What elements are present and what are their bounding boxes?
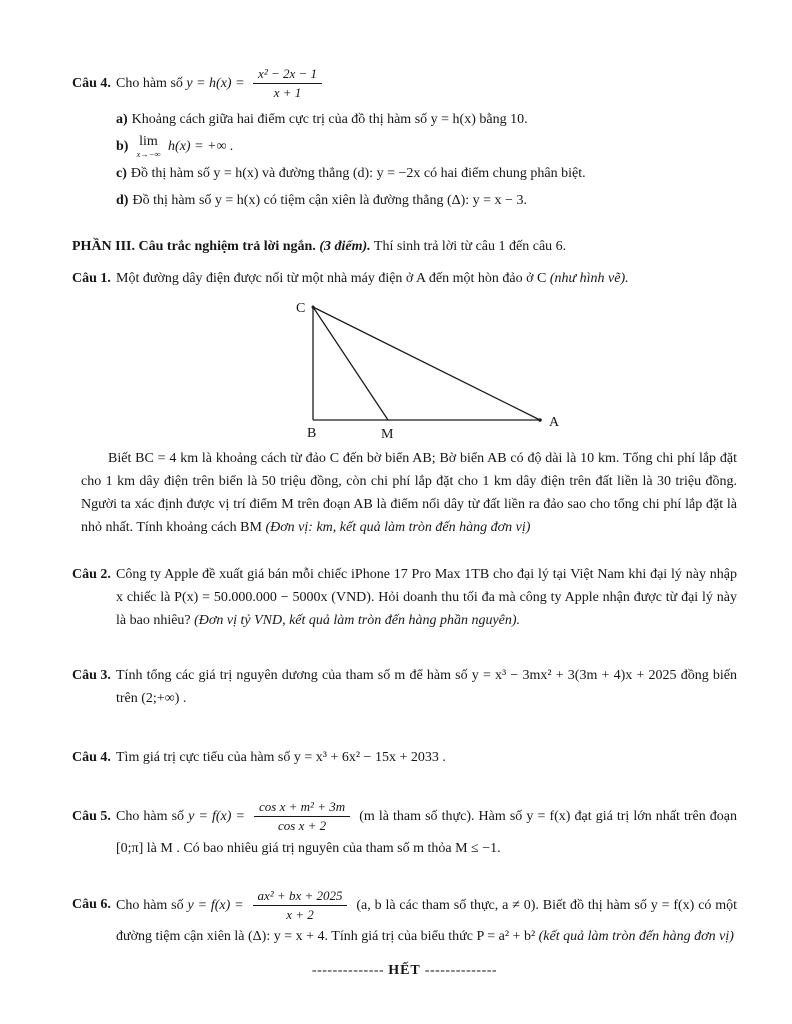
question-4-stem — [72, 64, 737, 104]
question-1 — [72, 267, 737, 539]
vertex-labels — [296, 301, 560, 442]
question-6 — [72, 886, 737, 949]
limit-subscript: x→−∞ — [136, 149, 161, 160]
question-label: Câu 4. — [72, 76, 111, 91]
limit-expression — [136, 135, 160, 159]
body-text: Biết BC = 4 km là khoảng cách từ đảo C đến bờ biển AB; Bờ biển AB có độ dài là 10 km. Tổng chi phí lắp đặt cho 1 km dây điện trên biển là 50 triệu đồng, còn chi phí lắp đặt cho 1 km dây điện trên đất liền là 30 triệu đồng. Người ta xác định được vị trí điểm M trên đoạn AB là điểm nối dây từ đất liền ra đảo sao cho tổng chi phí lắp đặt là nhỏ nhất. Tính khoảng cách BM — [81, 451, 737, 535]
part3-heading — [72, 235, 737, 258]
option-key: d) — [116, 193, 129, 208]
question-3 — [72, 664, 737, 710]
body-text: Tìm giá trị cực tiểu của hàm số y = x³ + 6x² − 15x + 2033 . — [116, 750, 446, 765]
dashes-right: -------------- — [424, 963, 498, 978]
fraction-numerator: cos x + m² + 3m — [254, 799, 350, 817]
part3-title: PHẦN III. Câu trắc nghiệm trả lời ngắn. — [72, 239, 316, 254]
fraction-denominator: x + 1 — [273, 85, 302, 101]
option-key: a) — [116, 112, 128, 127]
option-c — [72, 162, 737, 186]
option-key: c) — [116, 166, 127, 181]
fraction-denominator: x + 2 — [286, 906, 314, 922]
option-key: b) — [116, 139, 129, 154]
label-b: B — [307, 426, 317, 441]
triangle-edges — [313, 307, 540, 420]
body-text: Tính tổng các giá trị nguyên dương của tham số m để hàm số y = x³ − 3mx² + 3(3m + 4)x + 2025 đồng biến trên (2;+∞) . — [116, 668, 737, 706]
body-text: Công ty Apple đề xuất giá bán mỗi chiếc iPhone 17 Pro Max 1TB cho đại lý tại Việt Nam khi đại lý này nhập x chiếc là P(x) = 50.000.000 − 5000x (VND). Hỏi doanh thu tối đa mà công ty Apple nhận được từ đại lý này là bao nhiêu? — [116, 567, 737, 628]
part3-points: (3 điểm). — [319, 239, 371, 254]
option-text: Đồ thị hàm số y = h(x) và đường thẳng (d): y = −2x có hai điểm chung phân biệt. — [130, 166, 586, 181]
vertex-a-dot — [538, 418, 542, 422]
question-label: Câu 2. — [72, 567, 111, 582]
triangle-diagram — [290, 298, 590, 443]
option-text: Đồ thị hàm số y = h(x) có tiệm cận xiên là đường thẳng (Δ): y = x − 3. — [132, 193, 527, 208]
option-d — [72, 189, 737, 213]
fraction — [253, 888, 348, 924]
label-a: A — [549, 415, 560, 430]
end-title: HẾT — [388, 963, 421, 978]
option-a — [72, 108, 737, 132]
body-text-italic: (kết quả làm tròn đến hàng đơn vị) — [538, 929, 734, 944]
question-2 — [72, 563, 737, 632]
question-1-body — [81, 447, 737, 539]
question-2-stem — [72, 563, 737, 632]
question-intro: Cho hàm số — [116, 76, 183, 91]
option-b — [72, 135, 737, 159]
question-4-truefalse — [72, 64, 737, 213]
label-c: C — [296, 301, 306, 316]
question-4-options — [72, 108, 737, 213]
label-m: M — [381, 427, 394, 442]
body-text-italic: (Đơn vị: km, kết quả làm tròn đến hàng đơn vị) — [265, 520, 531, 535]
vertex-c-dot — [312, 306, 315, 309]
question-4-short — [72, 746, 737, 769]
triangle-figure — [290, 298, 737, 443]
fraction — [254, 799, 350, 835]
question-label: Câu 5. — [72, 808, 111, 824]
question-intro-italic: (như hình vẽ). — [549, 271, 629, 286]
dashes-left: -------------- — [311, 963, 385, 978]
question-intro: Cho hàm số — [116, 808, 185, 824]
end-of-exam-line — [72, 960, 737, 982]
fraction-numerator: ax² + bx + 2025 — [253, 888, 348, 906]
question-intro: Một đường dây điện được nối từ một nhà máy điện ở A đến một hòn đảo ở C — [116, 271, 547, 286]
body-text: (m là tham số thực). Hàm số y = f(x) đạt giá trị lớn nhất trên đoạn [0;π] là M . Có bao nhiêu giá trị nguyên của tham số m thỏa M ≤ −1. — [116, 808, 738, 856]
question-label: Câu 4. — [72, 750, 111, 765]
question-6-stem — [72, 886, 737, 949]
part3-instructions: Thí sinh trả lời từ câu 1 đến câu 6. — [373, 239, 567, 254]
question-5-stem — [72, 797, 737, 860]
limit-operator: lim — [139, 134, 158, 150]
fraction — [253, 66, 322, 102]
question-4-short-stem — [72, 746, 737, 769]
question-1-stem — [72, 267, 737, 290]
question-3-stem — [72, 664, 737, 710]
equation-lead: y = f(x) = — [187, 897, 244, 913]
fraction-numerator: x² − 2x − 1 — [253, 66, 322, 84]
body-text-italic: (Đơn vị tỷ VND, kết quả làm tròn đến hàng phần nguyên). — [194, 613, 521, 628]
question-5 — [72, 797, 737, 860]
question-label: Câu 6. — [72, 897, 111, 913]
equation-lead: y = h(x) = — [186, 76, 245, 91]
fraction-denominator: cos x + 2 — [278, 818, 327, 834]
option-text: Khoảng cách giữa hai điểm cực trị của đồ thị hàm số y = h(x) bằng 10. — [131, 112, 528, 127]
body-text: (a, b là các tham số thực, a ≠ 0). Biết đồ thị hàm số y = f(x) có một đường tiệm cận xiên là (Δ): y = x + 4. Tính giá trị của biểu thức P = a² + b² — [116, 897, 738, 944]
equation-lead: y = f(x) = — [188, 808, 245, 824]
question-intro: Cho hàm số — [116, 897, 184, 913]
question-label: Câu 1. — [72, 271, 111, 286]
option-text: h(x) = +∞ . — [168, 139, 234, 154]
question-label: Câu 3. — [72, 668, 111, 683]
